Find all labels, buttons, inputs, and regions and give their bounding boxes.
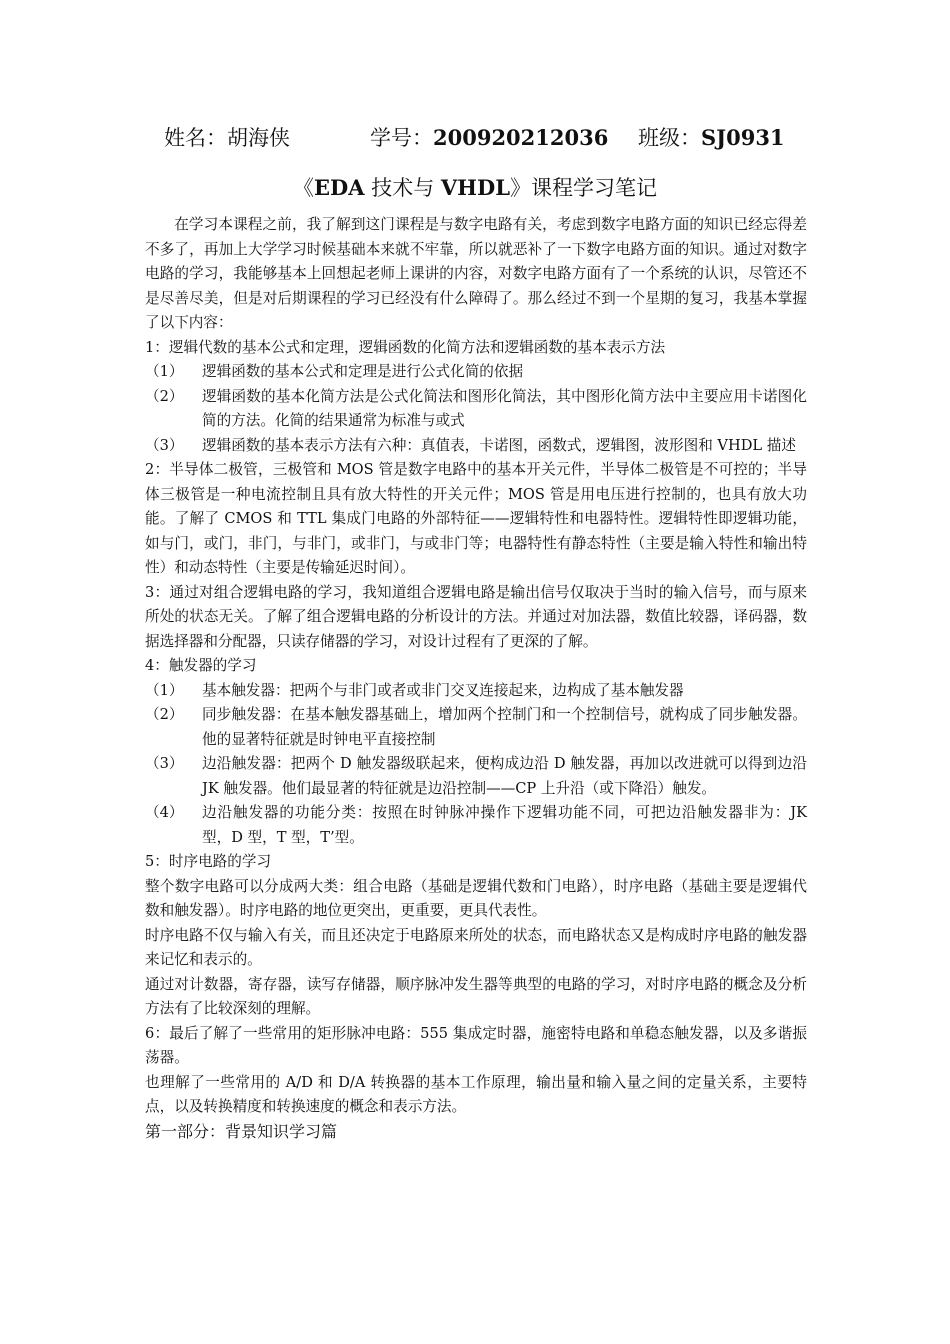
section6-paragraph: 也理解了一些常用的 A/D 和 D/A 转换器的基本工作原理，输出量和输入量之间的定量关系，主要特点，以及转换精度和转换速度的概念和表示方法。 bbox=[145, 1073, 807, 1115]
part1-heading: 第一部分：背景知识学习篇 bbox=[145, 1121, 338, 1141]
item-number: （2） bbox=[145, 387, 184, 405]
item-text: 边沿触发器的功能分类：按照在时钟脉冲操作下逻辑功能不同，可把边沿触发器非为：JK 型，D 型，T 型，T’型。 bbox=[202, 804, 807, 846]
section5-paragraph: 时序电路不仅与输入有关，而且还决定于电路原来所处的状态，而电路状态又是构成时序电路的触发器来记忆和表示的。 bbox=[145, 926, 807, 968]
section4-item bbox=[145, 752, 807, 801]
title-close: 》课程学习笔记 bbox=[510, 176, 657, 200]
item-text: 基本触发器：把两个与非门或者或非门交叉连接起来，边构成了基本触发器 bbox=[202, 681, 684, 699]
student-class bbox=[638, 122, 785, 152]
student-id-label: 学号： bbox=[370, 126, 433, 150]
section1-item bbox=[145, 434, 807, 459]
student-id bbox=[370, 122, 608, 152]
section6-paragraph: 6：最后了解了一些常用的矩形脉冲电路：555 集成定时器，施密特电路和单稳态触发器，以及多谐振荡器。 bbox=[145, 1024, 807, 1066]
item-number: （1） bbox=[145, 681, 184, 699]
student-name: 姓名：胡海侠 bbox=[164, 126, 290, 150]
item-number: （4） bbox=[145, 804, 184, 821]
item-number: （1） bbox=[145, 363, 184, 380]
item-number: （2） bbox=[145, 706, 184, 723]
item-number: （3） bbox=[145, 755, 184, 772]
section5-paragraph: 整个数字电路可以分成两大类：组合电路（基础是逻辑代数和门电路），时序电路（基础主要是逻辑代数和触发器）。时序电路的地位更突出，更重要，更具代表性。 bbox=[145, 877, 807, 919]
item-text: 逻辑函数的基本公式和定理是进行公式化简的依据 bbox=[202, 363, 524, 380]
item-text: 逻辑函数的基本化简方法是公式化简法和图形化简法，其中图形化简方法中主要应用卡诺图化简的方法。化简的结果通常为标准与或式 bbox=[202, 387, 807, 429]
title-mid: 技术与 bbox=[364, 176, 441, 200]
section4-heading: 4：触发器的学习 bbox=[145, 657, 257, 674]
document-body bbox=[145, 213, 807, 1144]
item-text: 同步触发器：在基本触发器基础上，增加两个控制门和一个控制信号，就构成了同步触发器。他的显著特征就是时钟电平直接控制 bbox=[202, 706, 807, 748]
item-text: 逻辑函数的基本表示方法有六种：真值表，卡诺图，函数式，逻辑图，波形图和 VHDL 描述 bbox=[202, 436, 796, 454]
section1-item bbox=[145, 385, 807, 434]
section5-paragraph: 通过对计数器，寄存器，读写存储器，顺序脉冲发生器等典型的电路的学习，对时序电路的概念及分析方法有了比较深刻的理解。 bbox=[145, 975, 807, 1017]
section2-paragraph: 2：半导体二极管，三极管和 MOS 管是数字电路中的基本开关元件，半导体二极管是不可控的；半导体三极管是一种电流控制且具有放大特性的开关元件；MOS 管是用电压进行控制的，也具有放大功能。了解了 CMOS 和 TTL 集成门电路的外部特征——逻辑特性和电器特性。逻辑特性即逻辑功能，如与门，或门，非门，与非门，或非门，与或非门等；电器特性有静态特性（主要是输入特性和输出特性）和动态特性（主要是传输延迟时间）。 bbox=[145, 461, 807, 576]
student-id-value: 200920212036 bbox=[433, 125, 609, 150]
title-open: 《 bbox=[293, 176, 314, 200]
title-eda: EDA bbox=[314, 175, 365, 200]
student-info-header bbox=[0, 122, 950, 152]
section4-item bbox=[145, 801, 807, 850]
section3-paragraph: 3：通过对组合逻辑电路的学习，我知道组合逻辑电路是输出信号仅取决于当时的输入信号，而与原来所处的状态无关。了解了组合逻辑电路的分析设计的方法。并通过对加法器，数值比较器，译码器，数据选择器和分配器，只读存储器的学习，对设计过程有了更深的了解。 bbox=[145, 583, 807, 650]
intro-paragraph: 在学习本课程之前，我了解到这门课程是与数字电路有关，考虑到数字电路方面的知识已经忘得差不多了，再加上大学学习时候基础本来就不牢靠，所以就恶补了一下数字电路方面的知识。通过对数字电路的学习，我能够基本上回想起老师上课讲的内容，对数字电路方面有了一个系统的认识，尽管还不是尽善尽美，但是对后期课程的学习已经没有什么障碍了。那么经过不到一个星期的复习，我基本掌握了以下内容： bbox=[145, 216, 807, 331]
section5-heading: 5：时序电路的学习 bbox=[145, 853, 272, 870]
section1-item bbox=[145, 360, 807, 385]
item-text: 边沿触发器：把两个 D 触发器级联起来，便构成边沿 D 触发器，再加以改进就可以得到边沿 JK 触发器。他们最显著的特征就是边沿控制——CP 上升沿（或下降沿）触发。 bbox=[202, 755, 807, 797]
section4-item bbox=[145, 679, 807, 704]
class-label: 班级： bbox=[638, 126, 701, 150]
document-title bbox=[0, 172, 950, 202]
class-value: SJ0931 bbox=[701, 125, 785, 150]
item-number: （3） bbox=[145, 436, 184, 454]
section1-heading: 1：逻辑代数的基本公式和定理，逻辑函数的化简方法和逻辑函数的基本表示方法 bbox=[145, 338, 666, 356]
title-vhdl: VHDL bbox=[440, 175, 510, 200]
section4-item bbox=[145, 703, 807, 752]
